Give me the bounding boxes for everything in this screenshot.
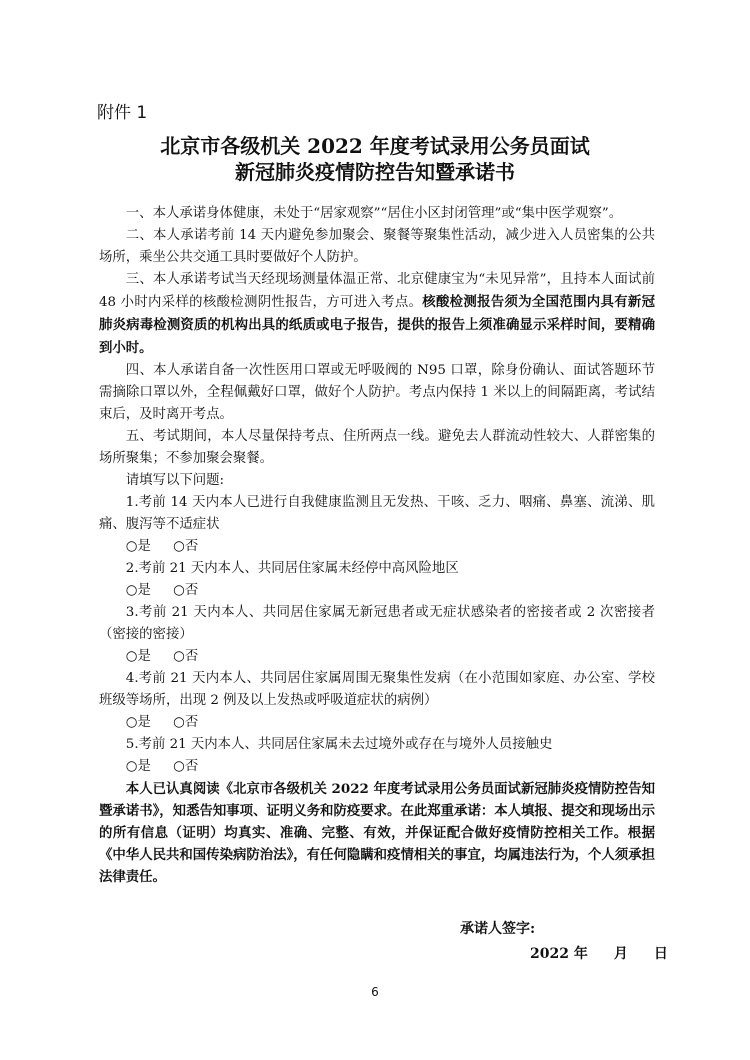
pledge-item-4: 四、本人承诺自备一次性医用口罩或无呼吸阀的 N95 口罩，除身份确认、面试答题环节需摘除口罩以外，全程佩戴好口罩，做好个人防护。考点内保持 1 米以上的间隔距离，考试结束后，及时离开考点。	[99, 363, 655, 422]
option-no[interactable]	[173, 536, 198, 558]
option-no[interactable]	[173, 580, 198, 602]
option-yes[interactable]	[126, 536, 151, 558]
radio-circle-icon[interactable]: ○	[173, 583, 185, 598]
question-text: 1.考前 14 天内本人已进行自我健康监测且无发热、干咳、乏力、咽痛、鼻塞、流涕、肌痛、腹泻等不适症状	[99, 495, 655, 532]
question-options	[99, 712, 655, 734]
questions-intro: 请填写以下问题:	[125, 473, 225, 488]
date-year: 2022 年	[530, 946, 588, 962]
radio-circle-icon[interactable]: ○	[173, 715, 185, 730]
radio-circle-icon[interactable]: ○	[125, 583, 138, 598]
option-no-label: 否	[184, 539, 199, 554]
pledge-item-3-text: 三、本人承诺考试当天经现场测量体温正常、北京健康宝为“未见异常”，且持本人面试前 48 小时内采样的核酸检测阴性报告，方可进入考点。	[99, 272, 655, 310]
radio-circle-icon[interactable]: ○	[125, 759, 138, 774]
date-day: 日	[653, 946, 668, 962]
question-block	[99, 734, 655, 778]
option-yes-label: 是	[137, 715, 151, 730]
option-yes-label: 是	[137, 649, 151, 664]
option-yes[interactable]	[126, 580, 151, 602]
option-no-label: 否	[184, 583, 199, 598]
question-block	[99, 492, 655, 558]
date-line	[530, 943, 668, 963]
option-no[interactable]	[173, 756, 198, 778]
radio-circle-icon[interactable]: ○	[173, 539, 185, 554]
pledge-item-1: 一、本人承诺身体健康，未处于“居家观察”“居住小区封闭管理”或“集中医学观察”。	[125, 206, 623, 221]
question-text: 2.考前 21 天内本人、共同居住家属未经停中高风险地区	[125, 561, 459, 576]
radio-circle-icon[interactable]: ○	[125, 715, 138, 730]
pledge-item-5: 五、考试期间，本人尽量保持考点、住所两点一线。避免去人群流动性较大、人群密集的场所聚集；不参加聚会聚餐。	[99, 429, 655, 466]
annex-label: 附件 1	[97, 103, 148, 123]
option-no-label: 否	[184, 649, 199, 664]
pledge-item-3-emphasis: 核酸检测报告须为全国范围内具有新冠肺炎病毒检测资质的机构出具的纸质或电子报告，提供的报告上须准确显示采样时间，要精确到小时。	[99, 294, 656, 356]
page-number: 6	[371, 985, 379, 999]
question-text: 3.考前 21 天内本人、共同居住家属无新冠患者或无症状感染者的密接者或 2 次密接者（密接的密接）	[99, 605, 655, 642]
question-block	[99, 668, 655, 734]
question-options	[99, 646, 655, 668]
option-no-label: 否	[184, 759, 199, 774]
question-block	[99, 602, 655, 668]
option-no-label: 否	[184, 715, 199, 730]
question-options	[99, 536, 655, 558]
option-yes-label: 是	[137, 539, 151, 554]
document-title-line2: 新冠肺炎疫情防控告知暨承诺书	[235, 160, 515, 184]
option-no[interactable]	[173, 712, 198, 734]
question-options	[99, 580, 655, 602]
signature-label: 承诺人签字:	[460, 921, 536, 937]
question-block	[99, 558, 655, 602]
question-options	[99, 756, 655, 778]
option-yes[interactable]	[126, 756, 151, 778]
date-month: 月	[613, 946, 628, 962]
pledge-item-2: 二、本人承诺考前 14 天内避免参加聚会、聚餐等聚集性活动，减少进入人员密集的公共场所，乘坐公共交通工具时要做好个人防护。	[99, 228, 655, 265]
option-no[interactable]	[173, 646, 198, 668]
declaration: 本人已认真阅读《北京市各级机关 2022 年度考试录用公务员面试新冠肺炎疫情防控告知暨承诺书》，知悉告知事项、证明义务和防疫要求。在此郑重承诺：本人填报、提交和现场出示的所有信息（证明）均真实、准确、完整、有效，并保证配合做好疫情防控相关工作。根据《中华人民共和国传染病防治法》，有任何隐瞒和疫情相关的事宜，均属违法行为，个人须承担法律责任。	[99, 781, 655, 885]
radio-circle-icon[interactable]: ○	[125, 539, 138, 554]
radio-circle-icon[interactable]: ○	[173, 649, 185, 664]
document-title-line1: 北京市各级机关 2022 年度考试录用公务员面试	[160, 134, 590, 158]
option-yes-label: 是	[137, 583, 151, 598]
radio-circle-icon[interactable]: ○	[173, 759, 185, 774]
option-yes[interactable]	[126, 712, 151, 734]
document-body	[99, 203, 655, 888]
radio-circle-icon[interactable]: ○	[125, 649, 138, 664]
option-yes-label: 是	[137, 759, 151, 774]
pledge-item-3	[99, 269, 655, 360]
question-text: 4.考前 21 天内本人、共同居住家属周围无聚集性发病（在小范围如家庭、办公室、学校班级等场所，出现 2 例及以上发热或呼吸道症状的病例）	[99, 671, 655, 708]
option-yes[interactable]	[126, 646, 151, 668]
question-text: 5.考前 21 天内本人、共同居住家属未去过境外或存在与境外人员接触史	[125, 737, 553, 752]
